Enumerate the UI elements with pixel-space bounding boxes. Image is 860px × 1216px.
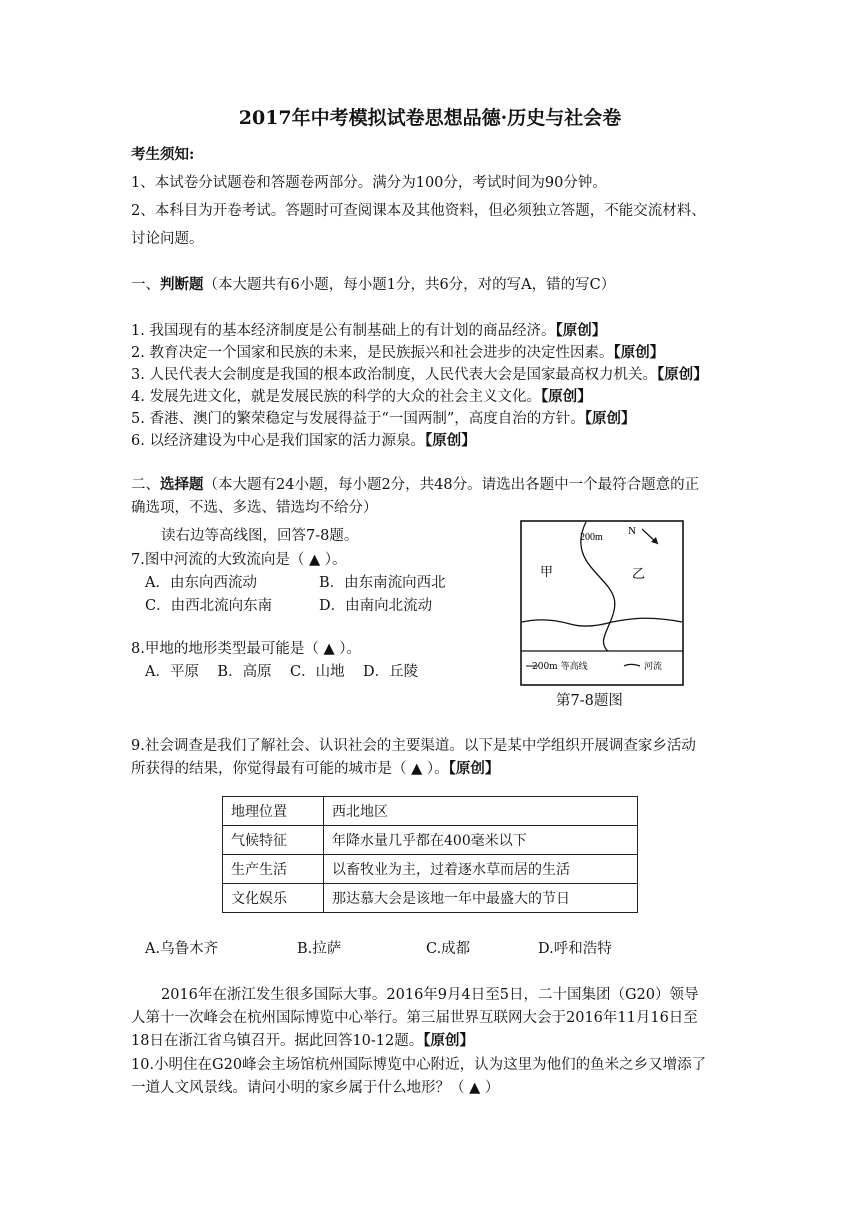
q9-line1: 9.社会调查是我们了解社会、认识社会的主要渠道。以下是某中学组织开展调查家乡活动: [131, 738, 696, 754]
judge-item-4: [131, 387, 592, 407]
judge-tag: 【原创】: [613, 344, 665, 361]
q7-stem: 7.图中河流的大致流向是（ ▲ ）。: [131, 552, 347, 568]
judge-text: 3. 人民代表大会制度是我国的根本政治制度，人民代表大会是国家最高权力机关。: [131, 367, 657, 383]
table-key: 地理位置: [223, 797, 324, 826]
legend-river-symbol: [624, 665, 640, 667]
section1-heading: [131, 275, 615, 295]
passage-line1: 2016年在浙江发生很多国际大事。2016年9月4日至5日，二十国集团（G20）领导: [161, 987, 699, 1003]
table-key: 生产生活: [223, 855, 324, 884]
passage-tag: 【原创】: [423, 1032, 474, 1049]
section1-prefix: 一、: [131, 277, 160, 293]
table-row: [223, 855, 638, 884]
judge-tag: 【原创】: [540, 388, 592, 405]
judge-text: 1. 我国现有的基本经济制度是公有制基础上的有计划的商品经济。: [131, 323, 556, 339]
table-value: 那达慕大会是该地一年中最盛大的节日: [324, 884, 638, 913]
label-jia: 甲: [540, 565, 554, 580]
q9-tag: 【原创】: [448, 760, 500, 777]
notice-item-1: 1、本试卷分试题卷和答题卷两部分。满分为100分，考试时间为90分钟。: [131, 175, 607, 191]
map-intro: 读右边等高线图，回答7-8题。: [161, 528, 359, 544]
q8-stem: 8.甲地的地形类型最可能是（ ▲ ）。: [131, 641, 361, 657]
q9-option-a: A.乌鲁木齐: [145, 941, 219, 957]
judge-tag: 【原创】: [584, 410, 636, 427]
section2-desc: （本大题有24小题，每小题2分，共48分。请选出各题中一个最符合题意的正: [203, 477, 700, 493]
map-frame: [521, 521, 683, 685]
section1-name: 判断题: [160, 276, 204, 293]
survey-table: [222, 796, 638, 913]
q10-line1: 10.小明住在G20峰会主场馆杭州国际博览中心附近，认为这里为他们的鱼米之乡又增添了: [131, 1057, 707, 1073]
table-value: 以畜牧业为主，过着逐水草而居的生活: [324, 855, 638, 884]
table-row: [223, 826, 638, 855]
q10-line2: 一道人文风景线。请问小明的家乡属于什么地形？（ ▲ ）: [131, 1080, 500, 1096]
judge-item-1: [131, 321, 606, 341]
notice-heading: 考生须知:: [131, 146, 195, 163]
table-row: [223, 797, 638, 826]
judge-item-2: [131, 343, 664, 363]
page-title: 2017年中考模拟试卷思想品德·历史与社会卷: [238, 107, 622, 129]
contour-map-figure: [520, 520, 684, 686]
passage-line3: [131, 1031, 474, 1051]
q9-option-c: C.成都: [426, 941, 471, 957]
judge-item-6: [131, 431, 476, 451]
table-key: 文化娱乐: [223, 884, 324, 913]
label-yi: 乙: [632, 567, 646, 582]
table-key: 气候特征: [223, 826, 324, 855]
river-line: [522, 618, 682, 626]
judge-tag: 【原创】: [424, 432, 476, 449]
judge-item-5: [131, 409, 636, 429]
section2-prefix: 二、: [131, 477, 160, 493]
legend-contour: 200m 等高线: [532, 662, 588, 672]
judge-tag: 【原创】: [555, 322, 607, 339]
judge-item-3: [131, 365, 708, 385]
map-caption: 第7-8题图: [556, 693, 623, 709]
contour-label: 200m: [580, 532, 603, 543]
table-row: [223, 884, 638, 913]
q9-option-d: D.呼和浩特: [538, 941, 612, 957]
section2-desc-cont: 确选项，不选、多选、错选均不给分）: [131, 500, 378, 516]
contour-map: [520, 520, 684, 686]
table-value: 西北地区: [324, 797, 638, 826]
q9-stem: 所获得的结果，你觉得最有可能的城市是（ ▲ ）。: [131, 761, 449, 777]
q7-option-b: B．由东南流向西北: [319, 575, 446, 591]
map-legend: [526, 660, 662, 672]
q8-options: A．平原 B．高原 C．山地 D．丘陵: [145, 664, 419, 680]
table-value: 年降水量几乎都在400毫米以下: [324, 826, 638, 855]
q9-option-b: B.拉萨: [297, 941, 342, 957]
legend-river: 河流: [644, 662, 663, 672]
notice-item-2: 2、本科目为开卷考试。答题时可查阅课本及其他资料，但必须独立答题，不能交流材料、: [131, 203, 706, 219]
north-label: N: [628, 525, 636, 537]
q7-option-d: D．由南向北流动: [319, 598, 433, 614]
passage-line2: 人第十一次峰会在杭州国际博览中心举行。第三届世界互联网大会于2016年11月16日至: [131, 1010, 698, 1026]
q9-line2: [131, 759, 499, 779]
judge-text: 5. 香港、澳门的繁荣稳定与发展得益于“一国两制”，高度自治的方针。: [131, 411, 585, 427]
judge-text: 4. 发展先进文化，就是发展民族的科学的大众的社会主义文化。: [131, 389, 541, 405]
north-arrow-icon: [642, 529, 658, 544]
section1-desc: （本大题共有6小题，每小题1分，共6分，对的写A，错的写C）: [203, 277, 616, 293]
judge-text: 6. 以经济建设为中心是我们国家的活力源泉。: [131, 433, 425, 449]
section2-name: 选择题: [160, 476, 204, 493]
judge-text: 2. 教育决定一个国家和民族的未来，是民族振兴和社会进步的决定性因素。: [131, 345, 614, 361]
q7-option-c: C．由西北流向东南: [145, 598, 273, 614]
notice-item-2-cont: 讨论问题。: [131, 231, 204, 247]
passage-text: 18日在浙江省乌镇召开。据此回答10-12题。: [131, 1033, 424, 1049]
q7-option-a: A．由东向西流动: [145, 575, 257, 591]
section2-heading: [131, 475, 699, 495]
judge-tag: 【原创】: [656, 366, 708, 383]
